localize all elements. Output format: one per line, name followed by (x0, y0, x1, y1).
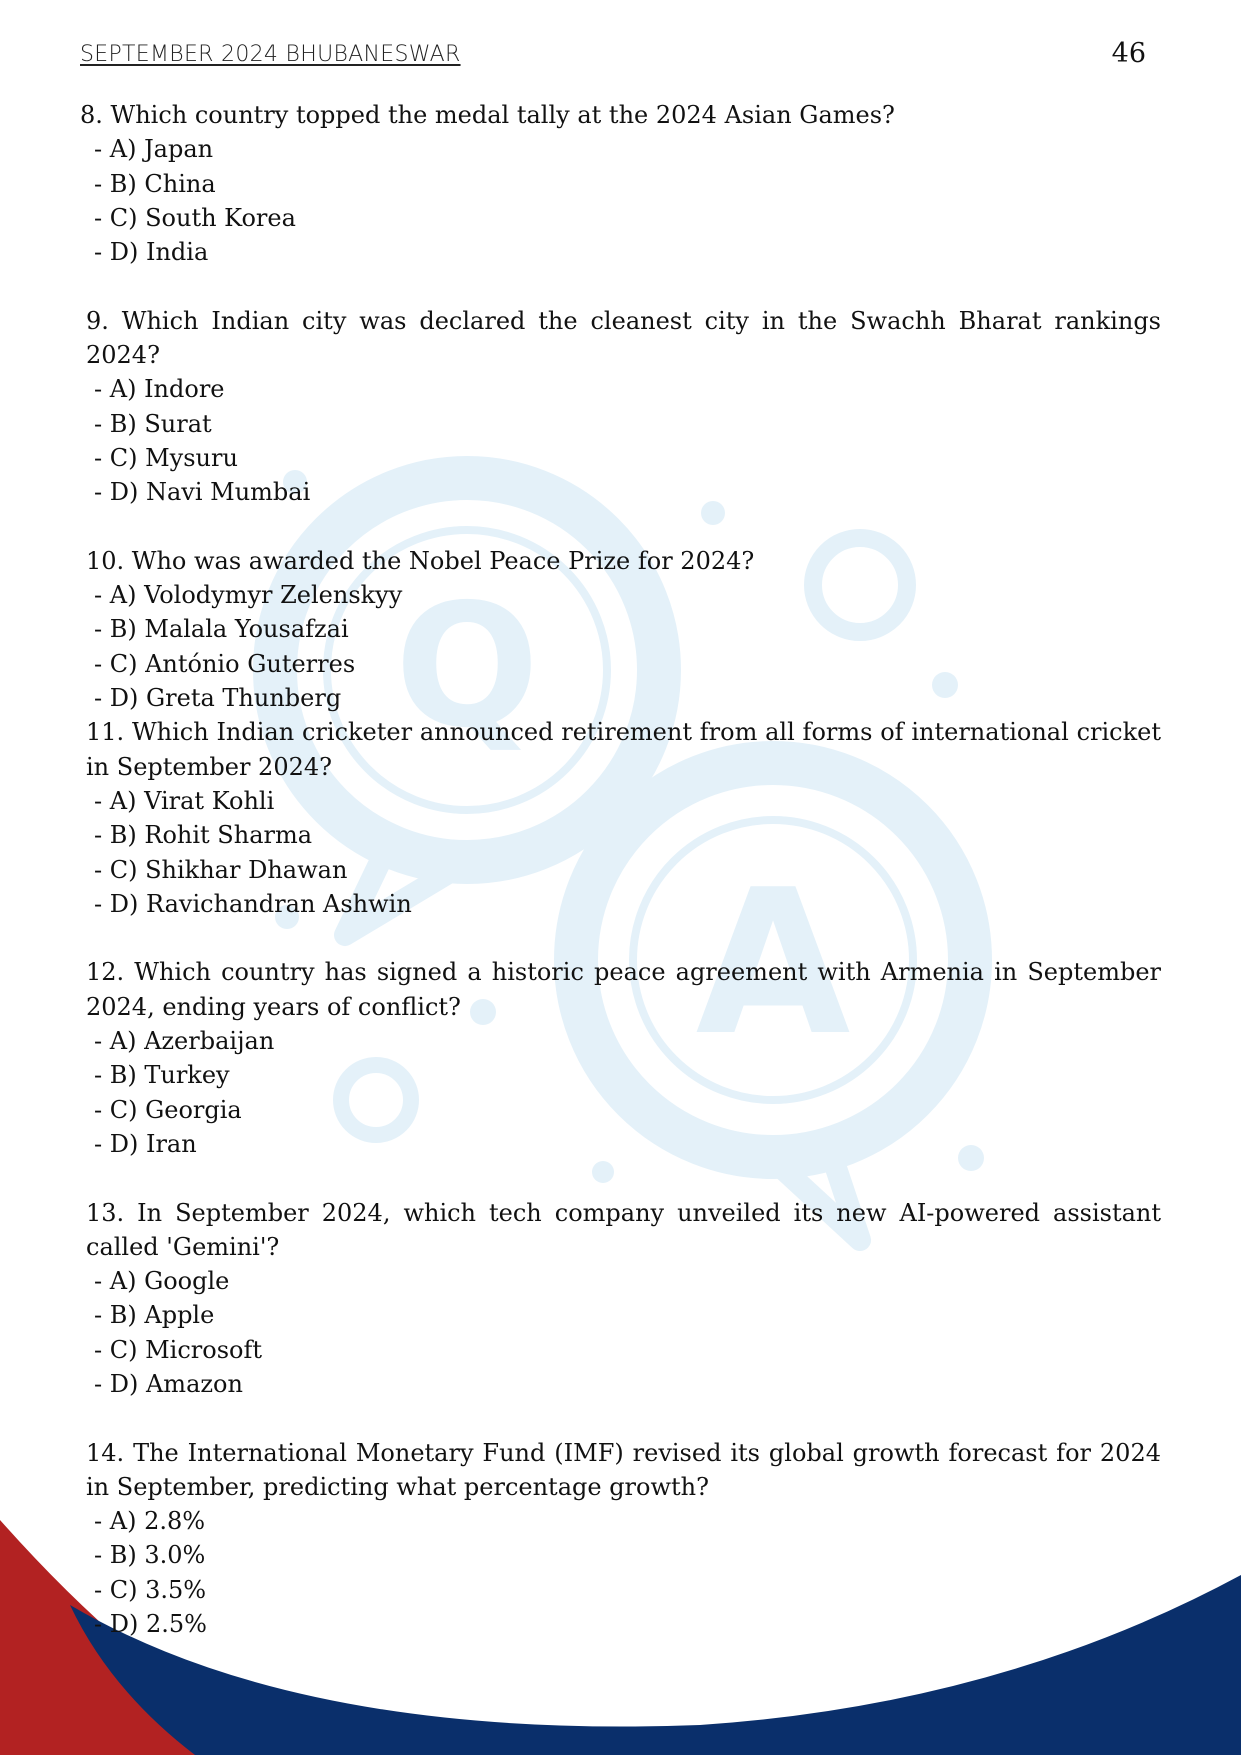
options-list (80, 784, 1161, 921)
option-b: - B) Apple (94, 1301, 215, 1330)
question-block-10 (80, 544, 1161, 715)
spacer (80, 921, 1161, 955)
options-list (80, 578, 1161, 715)
question-text: 14. The International Monetary Fund (IMF) revised its global growth forecast for 2024 in September, predicting what percentage growth? (86, 1438, 1161, 1501)
option-d: - D) Iran (94, 1129, 197, 1158)
header-title: SEPTEMBER 2024 BHUBANESWAR (80, 42, 461, 67)
option-b: - B) China (94, 169, 216, 198)
option-a: - A) Google (94, 1267, 230, 1296)
option-b: - B) 3.0% (94, 1541, 206, 1570)
question-text: 8. Which country topped the medal tally at the 2024 Asian Games? (80, 101, 895, 129)
option-a: - A) Virat Kohli (94, 786, 275, 815)
option-d: - D) Ravichandran Ashwin (94, 889, 412, 918)
option-c: - C) Shikhar Dhawan (94, 855, 348, 884)
question-block-9 (80, 304, 1161, 510)
option-d: - D) Navi Mumbai (94, 478, 311, 507)
option-c: - C) Microsoft (94, 1335, 262, 1364)
spacer (80, 510, 1161, 544)
option-b: - B) Malala Yousafzai (94, 615, 349, 644)
options-list (80, 1504, 1161, 1641)
option-b: - B) Turkey (94, 1061, 230, 1090)
options-list (80, 1264, 1161, 1401)
option-d: - D) 2.5% (94, 1610, 207, 1639)
option-a: - A) 2.8% (94, 1507, 206, 1536)
question-block-11 (80, 715, 1161, 921)
spacer (80, 1161, 1161, 1195)
question-text: 11. Which Indian cricketer announced retirement from all forms of international cricket in September 2024? (86, 718, 1161, 781)
quiz-content (80, 98, 1161, 1641)
question-block-13 (80, 1196, 1161, 1402)
option-a: - A) Japan (94, 135, 214, 164)
options-list (80, 372, 1161, 509)
option-a: - A) Azerbaijan (94, 1027, 275, 1056)
spacer (80, 269, 1161, 303)
option-b: - B) Surat (94, 409, 212, 438)
option-c: - C) Georgia (94, 1095, 242, 1124)
question-block-8 (80, 98, 1161, 269)
spacer (80, 1401, 1161, 1435)
question-block-14 (80, 1436, 1161, 1642)
question-text: 13. In September 2024, which tech company unveiled its new AI-powered assistant called 'Gemini'? (86, 1198, 1161, 1261)
option-d: - D) India (94, 238, 209, 267)
option-d: - D) Amazon (94, 1369, 243, 1398)
page-number: 46 (1111, 38, 1146, 69)
watermark-a-letter: A (695, 847, 851, 1080)
watermark-q-letter: Q (394, 568, 540, 766)
option-b: - B) Rohit Sharma (94, 821, 313, 850)
question-text: 12. Which country has signed a historic peace agreement with Armenia in September 2024, ending years of conflict? (86, 958, 1161, 1021)
option-a: - A) Indore (94, 375, 225, 404)
question-text: 9. Which Indian city was declared the cleanest city in the Swachh Bharat rankings 2024? (86, 306, 1161, 370)
option-c: - C) 3.5% (94, 1575, 207, 1604)
options-list (80, 132, 1161, 269)
options-list (80, 1024, 1161, 1161)
question-block-12 (80, 955, 1161, 1161)
option-c: - C) South Korea (94, 203, 296, 232)
option-c: - C) Mysuru (94, 443, 238, 472)
option-d: - D) Greta Thunberg (94, 684, 342, 713)
option-a: - A) Volodymyr Zelenskyy (94, 581, 403, 610)
question-text: 10. Who was awarded the Nobel Peace Prize for 2024? (86, 546, 755, 575)
option-c: - C) António Guterres (94, 649, 356, 678)
